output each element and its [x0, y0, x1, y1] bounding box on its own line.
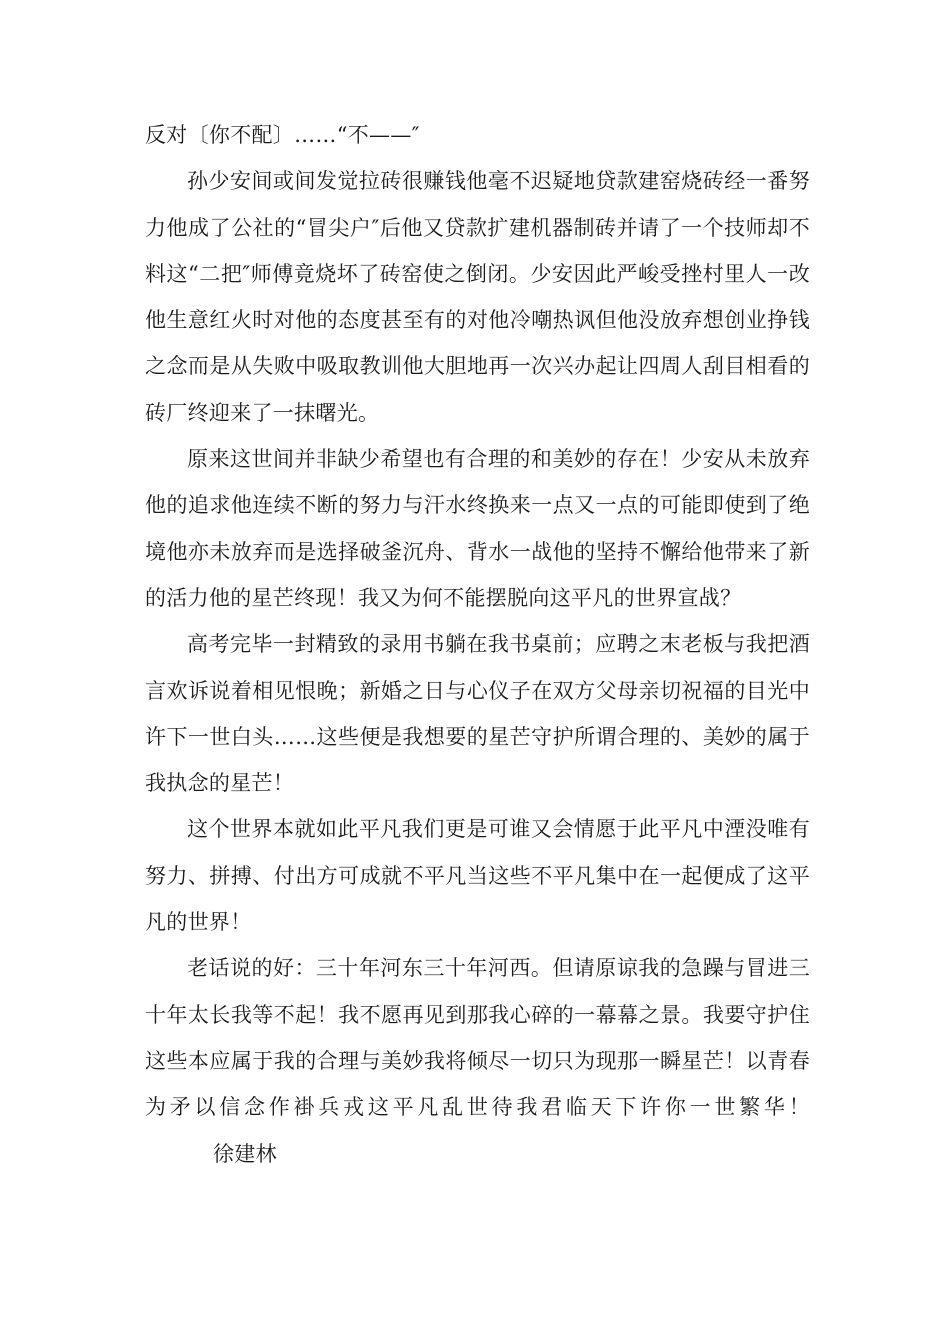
paragraph-2: 孙少安间或间发觉拉砖很赚钱他毫不迟疑地贷款建窑烧砖经一番努力他成了公社的“冒尖户″后他又贷款扩建机器制砖并请了一个技师却不料这“二把″师傅竟烧坏了砖窑使之倒闭。少安因此严峻受挫村里人一改他生意红火时对他的态度甚至有的对他冷嘲热讽但他没放弃想创业挣钱之念而是从失败中吸取教训他大胆地再一次兴办起让四周人刮目相看的砖厂终迎来了一抹曙光。 — [145, 169, 810, 425]
paragraph-6-text: 老话说的好：三十年河东三十年河西。但请原谅我的急躁与冒进三十年太长我等不起！我不愿再见到那我心碎的一幕幕之景。我要守护住这些本应属于我的合理与美妙我将倾尽一切只为现那一瞬星芒！以青春为矛以信念作褂兵戎这平凡乱世待我君临天下许你一世繁华！ — [145, 956, 810, 1120]
paragraph-3: 原来这世间并非缺少希望也有合理的和美妙的存在！少安从未放弃他的追求他连续不断的努力与汗水终换来一点又一点的可能即使到了绝境他亦未放弃而是选择破釜沉舟、背水一战他的坚持不懈给他带来了新的活力他的星芒终现！我又为何不能摆脱向这平凡的世界宣战？ — [145, 447, 810, 610]
document-body — [145, 112, 810, 1177]
paragraph-5: 这个世界本就如此平凡我们更是可谁又会情愿于此平凡中湮没唯有努力、拼搏、付出方可成就不平凡当这些不平凡集中在一起便成了这平凡的世界！ — [145, 817, 810, 935]
paragraph-6 — [145, 945, 810, 1176]
author-signature: 徐建林 — [213, 1141, 277, 1166]
paragraph-1: 反对〔你不配〕……“不——″ — [145, 123, 420, 147]
paragraph-4: 高考完毕一封精致的录用书躺在我书桌前；应聘之末老板与我把酒言欢诉说着相见恨晚；新婚之日与心仪子在双方父母亲切祝福的目光中许下一世白头……这些便是我想要的星芒守护所谓合理的、美妙的属于我执念的星芒！ — [145, 632, 810, 796]
